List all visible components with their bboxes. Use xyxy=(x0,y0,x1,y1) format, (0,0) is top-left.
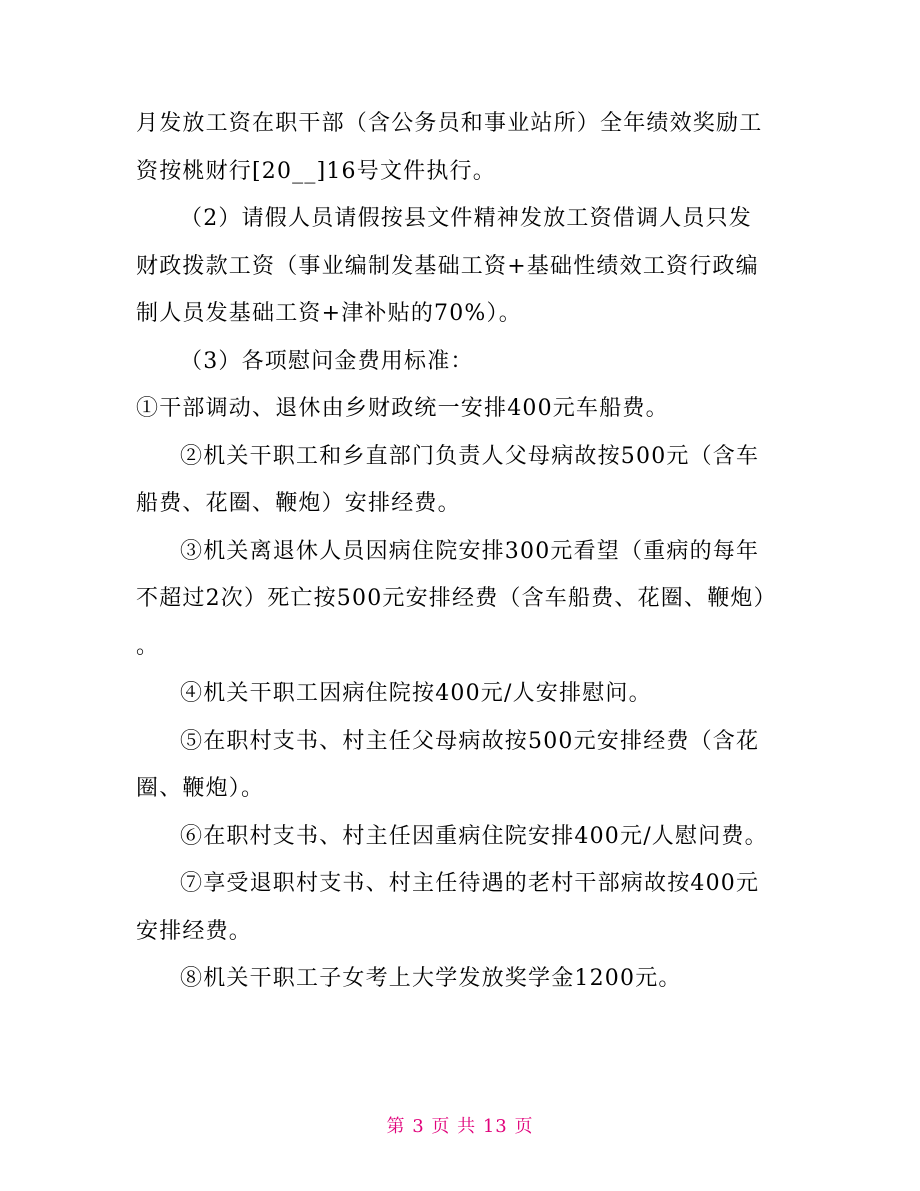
list-item-2 xyxy=(136,433,786,528)
text-line: ⑤在职村支书、村主任父母病故按500元安排经费（含花 xyxy=(180,728,760,754)
list-item-8 xyxy=(136,955,786,1003)
text-line: ⑦享受退职村支书、村主任待遇的老村干部病故按400元 xyxy=(180,871,760,896)
list-item-6 xyxy=(136,813,786,861)
list-item-3 xyxy=(136,528,786,671)
paragraph-1 xyxy=(136,100,786,195)
page-number-footer: 第 3 页 共 13 页 xyxy=(386,1116,534,1137)
list-item-1 xyxy=(136,385,786,433)
text-line: （2）请假人员请假按县文件精神发放工资借调人员只发 xyxy=(180,206,752,231)
text-line: 圈、鞭炮）。 xyxy=(136,776,265,801)
text-line: 安排经费。 xyxy=(136,918,253,944)
document-body xyxy=(136,100,786,1003)
text-line: 制人员发基础工资+津补贴的70%）。 xyxy=(136,301,522,326)
text-line: 不超过2次）死亡按500元安排经费（含车船费、花圈、鞭炮） xyxy=(136,586,777,611)
list-item-7 xyxy=(136,860,786,955)
text-line: 资按桃财行[20__]16号文件执行。 xyxy=(136,158,496,184)
paragraph-2 xyxy=(136,195,786,338)
text-line: ①干部调动、退休由乡财政统一安排400元车船费。 xyxy=(136,396,669,421)
text-line: （3）各项慰问金费用标准： xyxy=(180,348,474,374)
list-item-4 xyxy=(136,670,786,718)
text-line: ⑥在职村支书、村主任因重病住院安排400元/人慰问费。 xyxy=(180,823,768,849)
list-item-5 xyxy=(136,718,786,813)
paragraph-3 xyxy=(136,338,786,386)
text-line: 财政拨款工资（事业编制发基础工资+基础性绩效工资行政编 xyxy=(136,253,759,279)
text-line: ③机关离退休人员因病住院安排300元看望（重病的每年 xyxy=(180,538,760,564)
text-line: ②机关干职工和乡直部门负责人父母病故按500元（含车 xyxy=(180,443,760,469)
text-line: ⑧机关干职工子女考上大学发放奖学金1200元。 xyxy=(180,966,682,991)
text-line: 。 xyxy=(136,633,160,659)
text-line: 月发放工资在职干部（含公务员和事业站所）全年绩效奖励工 xyxy=(136,111,763,136)
text-line: ④机关干职工因病住院按400元/人安排慰问。 xyxy=(180,681,652,706)
text-line: 船费、花圈、鞭炮）安排经费。 xyxy=(136,491,461,516)
